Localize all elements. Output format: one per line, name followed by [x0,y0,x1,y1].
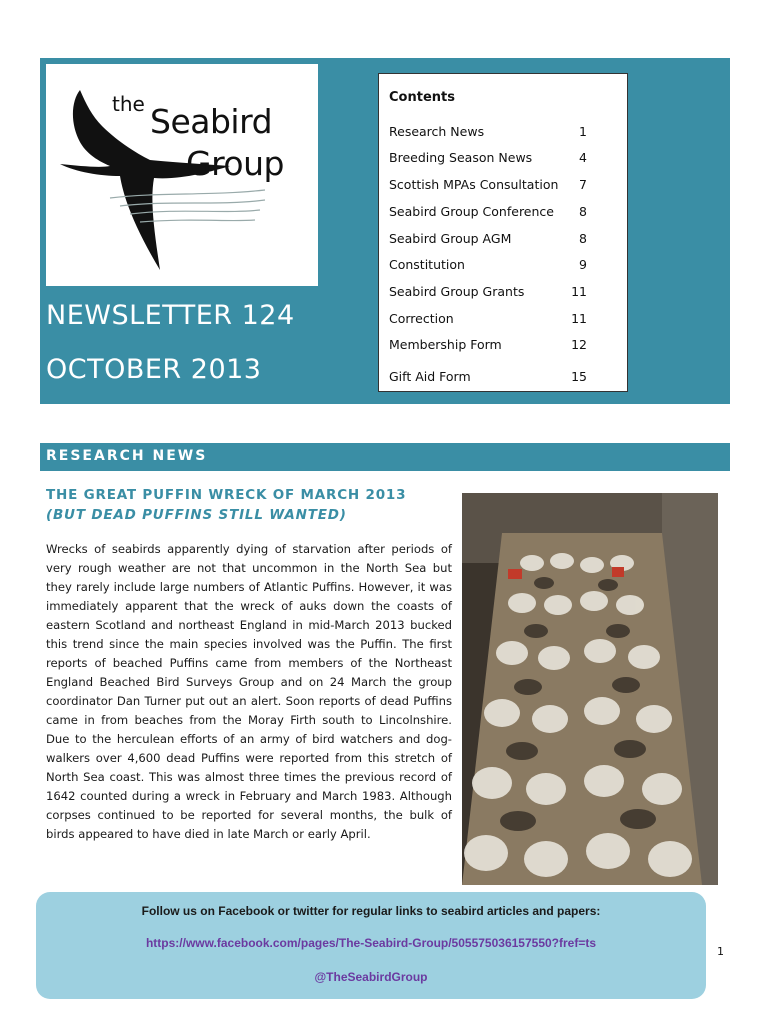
toc-item-label: Scottish MPAs Consultation [389,177,559,192]
toc-item-label: Seabird Group Conference [389,204,554,219]
toc-item-label: Gift Aid Form [389,369,471,384]
toc-item-page: 1 [579,124,587,139]
research-news-bar [40,443,730,471]
article-body: Wrecks of seabirds apparently dying of starvation after periods of very rough weather are not that uncommon in the North Sea but they rarely include large numbers of Atlantic Puffins. However, it was immediately apparent that the wreck of auks down the coasts of eastern Scotland and northeast England in mid-March 2013 bucked this trend since the main species involved was the Puffin. The first reports of beached Puffins came from members of the Northeast England Beached Bird Surveys Group and on 24 March the group coordinator Dan Turner put out an alert. Soon reports of dead Puffins came in from beaches from the Moray Firth south to Lincolnshire. Due to the herculean efforts of an army of bird watchers and dog-walkers over 4,600 dead Puffins were reported from this stretch of North Sea coast. This was almost three times the previous record of 1642 counted during a wreck in February and March 1983. Although corpses continued to be reported for several months, the bulk of birds appeared to have died in late March or early April. [46,542,452,841]
toc-item-page: 9 [579,257,587,272]
toc-item-label: Seabird Group Grants [389,284,525,299]
contents-box [378,73,628,392]
twitter-handle-link[interactable]: @TheSeabirdGroup [314,970,428,984]
logo-group-text: Group [186,144,284,183]
toc-item-label: Research News [389,124,485,139]
logo-seabird-text: Seabird [150,102,273,141]
toc-item-page: 4 [579,150,587,165]
page-number: 1 [717,945,724,958]
newsletter-date: OCTOBER 2013 [46,354,262,385]
logo-the-text: the [112,92,145,116]
article-subtitle: (BUT DEAD PUFFINS STILL WANTED) [46,507,347,523]
newsletter-title: NEWSLETTER 124 [46,300,295,331]
toc-item-page: 15 [571,369,587,384]
toc-item-page: 8 [579,231,587,246]
dead-puffins-photo [462,493,718,885]
follow-us-text: Follow us on Facebook or twitter for regular links to seabird articles and papers: [141,904,601,918]
toc-item-page: 8 [579,204,587,219]
article-title: THE GREAT PUFFIN WRECK OF MARCH 2013 [46,487,407,503]
toc-item-label: Breeding Season News [389,150,533,165]
toc-item-page: 11 [571,284,587,299]
toc-item-page: 11 [571,311,587,326]
toc-item-label: Membership Form [389,337,502,352]
toc-item-label: Seabird Group AGM [389,231,512,246]
toc-item-page: 12 [571,337,587,352]
toc-item-label: Correction [389,311,454,326]
toc-item-label: Constitution [389,257,465,272]
toc-item-page: 7 [579,177,587,192]
facebook-link[interactable]: https://www.facebook.com/pages/The-Seabird-Group/505575036157550?fref=ts [145,936,597,950]
section-title: RESEARCH NEWS [46,448,208,464]
contents-heading: Contents [389,90,455,105]
social-follow-box [36,892,706,999]
